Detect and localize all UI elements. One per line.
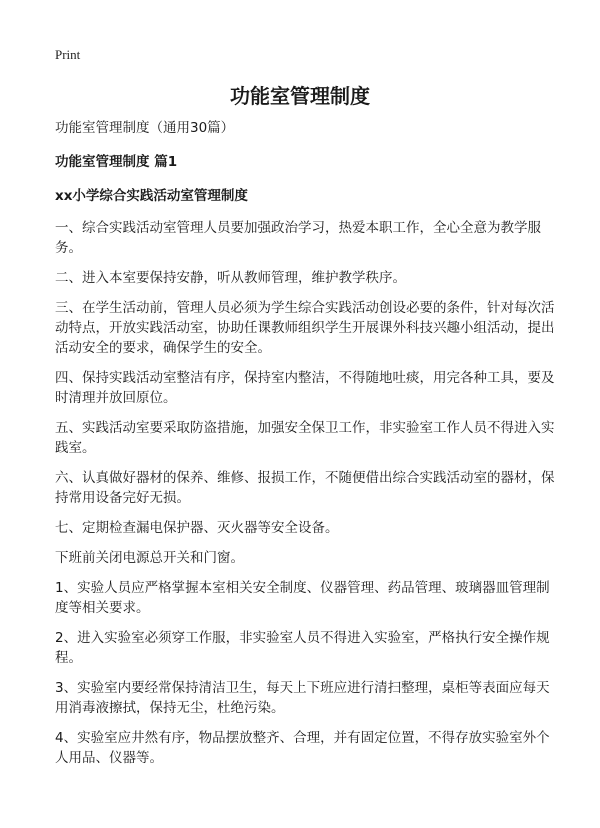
document-body: [55, 118, 555, 778]
school-heading: xx小学综合实践活动室管理制度: [55, 188, 248, 204]
paragraph: 三、在学生活动前，管理人员必须为学生综合实践活动创设必要的条件，针对每次活动特点，开放实践活动室，协助任课教师组织学生开展课外科技兴趣小组活动，提出活动安全的要求，确保学生的安全。: [55, 300, 555, 356]
paragraph: 七、定期检查漏电保护器、灭火器等安全设备。: [55, 520, 339, 536]
paragraph: 二、进入本室要保持安静，听从教师管理，维护教学秩序。: [55, 270, 406, 286]
paragraph: 2、进入实验室必须穿工作服，非实验室人员不得进入实验室，严格执行安全操作规程。: [55, 630, 550, 666]
document-subtitle: 功能室管理制度（通用30篇）: [55, 120, 235, 136]
paragraph: 四、保持实践活动室整洁有序，保持室内整洁，不得随地吐痰，用完各种工具，要及时清理并放回原位。: [55, 370, 555, 406]
section-heading: 功能室管理制度 篇1: [55, 154, 178, 170]
paragraph: 一、综合实践活动室管理人员要加强政治学习，热爱本职工作，全心全意为教学服务。: [55, 220, 541, 256]
paragraph: 4、实验室应井然有序，物品摆放整齐、合理，并有固定位置，不得存放实验室外个人用品、仪器等。: [55, 730, 550, 766]
print-label: Print: [55, 47, 81, 62]
paragraph: 下班前关闭电源总开关和门窗。: [55, 550, 244, 566]
document-title: 功能室管理制度: [230, 84, 370, 108]
paragraph: 3、实验室内要经常保持清洁卫生，每天上下班应进行清扫整理，桌柜等表面应每天用消毒液擦拭，保持无尘，杜绝污染。: [55, 680, 550, 716]
paragraph: 五、实践活动室要采取防盗措施，加强安全保卫工作，非实验室工作人员不得进入实践室。: [55, 420, 555, 456]
paragraph: 六、认真做好器材的保养、维修、报损工作，不随便借出综合实践活动室的器材，保持常用设备完好无损。: [55, 470, 555, 506]
paragraph: 1、实验人员应严格掌握本室相关安全制度、仪器管理、药品管理、玻璃器皿管理制度等相关要求。: [55, 580, 550, 616]
